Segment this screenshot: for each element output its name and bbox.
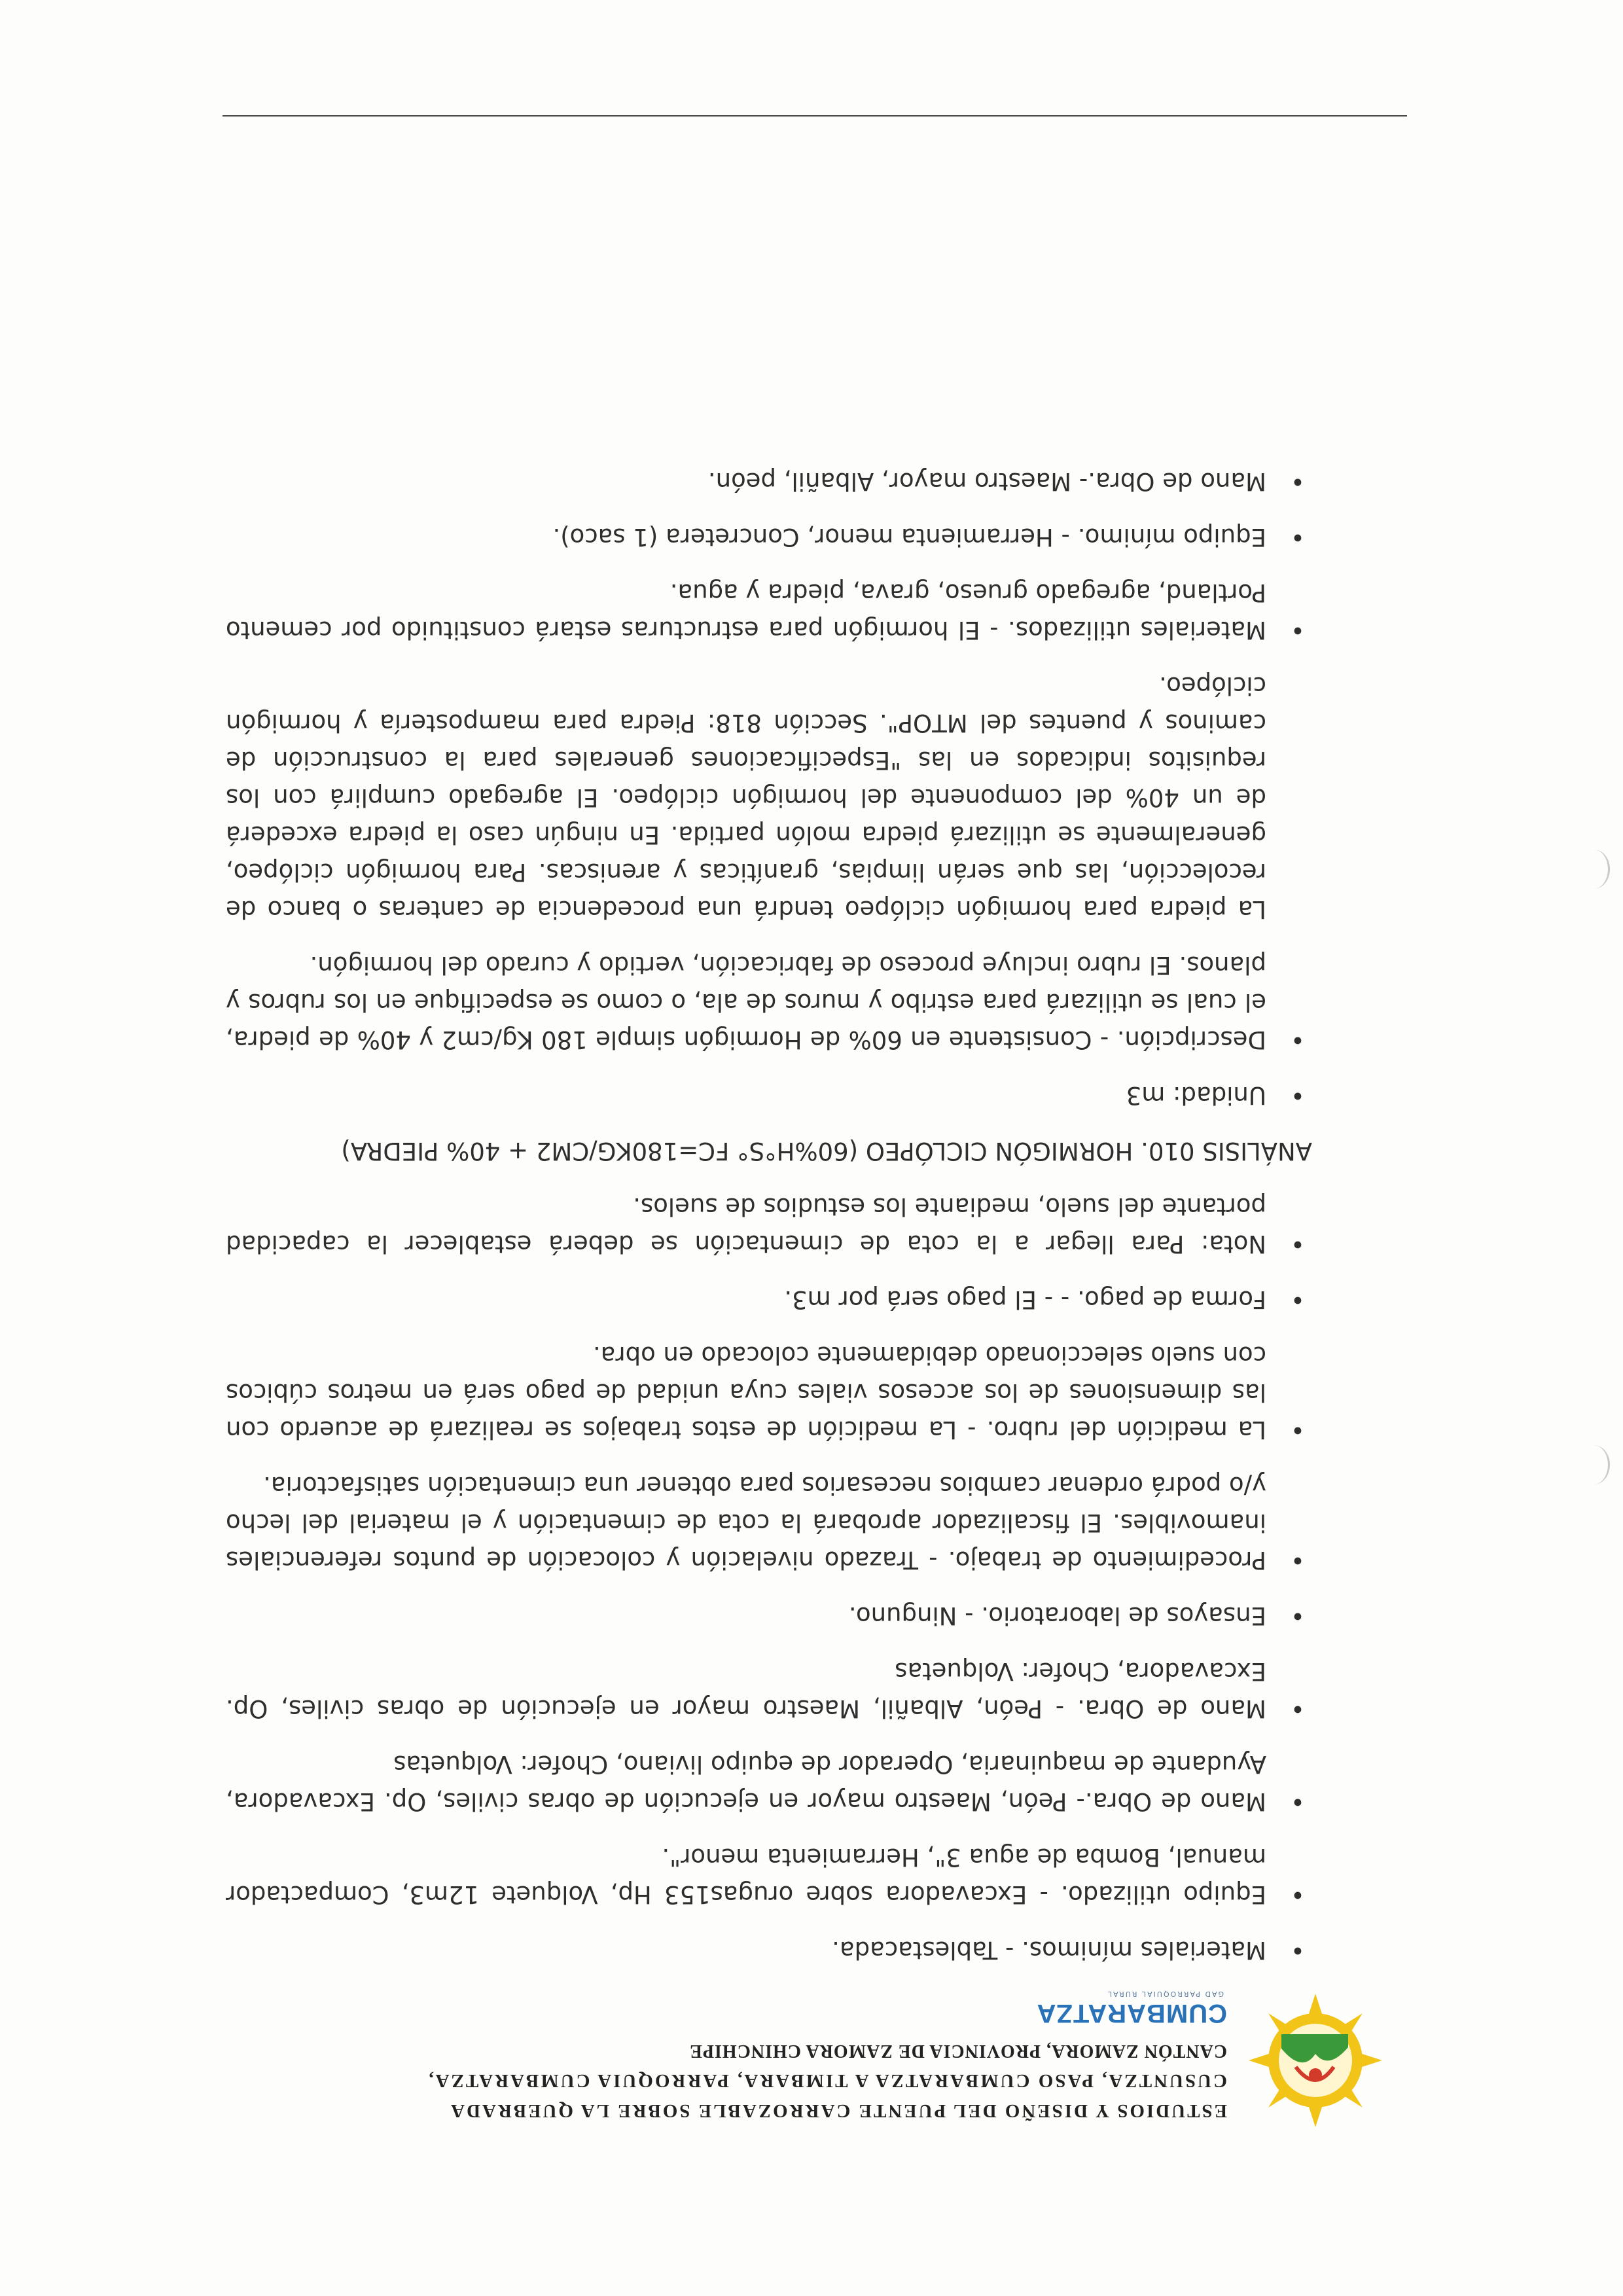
project-title-line-1: ESTUDIOS Y DISEÑO DEL PUENTE CARROZABLE SOBRE LA QUEBRADA bbox=[449, 2100, 1227, 2121]
brand-name: CUMBARATZA bbox=[1036, 1999, 1227, 2028]
bullet-icon: • bbox=[1291, 1787, 1305, 1816]
list-item-text: Descripción. - Consistente en 60% de Hormigón simple 180 Kg/cm2 y 40% de piedra, el cual se utilizará para estribo y muros de ala, o como se especifique en los rubros y planos. El rubro incluye proceso de fabricación, vertido y curado del hormigón. bbox=[226, 951, 1266, 1054]
list-item bbox=[226, 518, 1305, 556]
spec-list-top bbox=[226, 1188, 1305, 1969]
punch-hole-mark bbox=[1578, 1445, 1610, 1484]
list-item bbox=[226, 1597, 1305, 1634]
spec-list-middle bbox=[226, 946, 1305, 1114]
bullet-icon: • bbox=[1291, 1602, 1305, 1630]
list-item-text: La medición del rubro. - La medición de estos trabajos se realizará de acuerdo con las dimensiones de los accesos viales cuya unidad de pago será en metros cúbicos con suelo seleccionado debidamente colocado en obra. bbox=[226, 1341, 1266, 1444]
list-item-text: Equipo utilizado. - Excavadora sobre orugas153 Hp, Volquete 12m3, Compactador manual, Bomba de agua 3", Herramienta menor". bbox=[226, 1843, 1266, 1909]
bullet-icon: • bbox=[1291, 1695, 1305, 1723]
bullet-icon: • bbox=[1291, 1081, 1305, 1109]
list-item-text: Unidad: m3 bbox=[1126, 1081, 1266, 1109]
list-item bbox=[226, 1188, 1305, 1263]
list-item bbox=[226, 1839, 1305, 1913]
bullet-icon: • bbox=[1291, 1880, 1305, 1909]
list-item-text: Materiales utilizados. - El hormigón para estructuras estará constituido por cemento Portland, agregado grueso, grava, piedra y agua. bbox=[226, 579, 1266, 644]
list-item bbox=[226, 1467, 1305, 1579]
bullet-icon: • bbox=[1291, 467, 1305, 495]
punch-hole-mark bbox=[1578, 850, 1610, 889]
bullet-icon: • bbox=[1291, 523, 1305, 551]
brand-subtitle: GAD PARROQUIAL RURAL bbox=[1106, 1990, 1224, 1998]
list-item-text: Equipo mínimo. - Herramienta menor, Concretera (1 saco). bbox=[552, 523, 1266, 551]
list-item-text: Forma de pago. - - El pago será por m3. bbox=[784, 1285, 1266, 1314]
document-body bbox=[226, 444, 1312, 1969]
project-title-line-3: CANTÓN ZAMORA, PROVINCIA DE ZAMORA CHINCHIPE bbox=[689, 2041, 1227, 2061]
list-item bbox=[226, 1746, 1305, 1820]
list-item-text: Materiales mínimos. - Tablestacada. bbox=[832, 1936, 1266, 1964]
list-item-text: Mano de Obra.- Peón, Maestro mayor en ejecución de obras civiles, Op. Excavadora, Ayudante de maquinaria, Operador de equipo liviano, Chofer: Volquetas bbox=[226, 1750, 1266, 1816]
bullet-icon: • bbox=[1291, 1416, 1305, 1444]
list-item bbox=[226, 1281, 1305, 1318]
project-title-line-2: CUSUNTZA, PASO CUMBARATZA A TIMBARA, PARROQUIA CUMBARATZA, bbox=[427, 2070, 1227, 2091]
bullet-icon: • bbox=[1291, 1285, 1305, 1314]
list-item bbox=[226, 574, 1305, 649]
list-item-text: Nota: Para llegar a la cota de cimentación se deberá establecer la capacidad portante del suelo, mediante los estudios de suelos. bbox=[226, 1193, 1266, 1258]
bullet-icon: • bbox=[1291, 1546, 1305, 1574]
document-header bbox=[249, 1982, 1387, 2132]
list-item bbox=[226, 1077, 1305, 1114]
bullet-icon: • bbox=[1291, 616, 1305, 644]
list-item bbox=[226, 946, 1305, 1058]
list-item bbox=[226, 1931, 1305, 1969]
list-item bbox=[226, 463, 1305, 500]
list-item bbox=[226, 1653, 1305, 1727]
spec-list-bottom bbox=[226, 463, 1305, 649]
list-item-text: Mano de Obra. - Peón, Albañil, Maestro mayor en ejecución de obras civiles, Op. Excavadora, Chofer: Volquetas bbox=[226, 1657, 1266, 1723]
section-title: ANÁLISIS 010. HORMIGÓN CICLÓPEO (60%H°S° FC=180KG/CM2 + 40% PIEDRA) bbox=[341, 1137, 1312, 1165]
list-item bbox=[226, 1336, 1305, 1448]
list-item-text: Mano de Obra.- Maestro mayor, Albañil, peón. bbox=[707, 467, 1266, 495]
list-item-text: Ensayos de laboratorio. - Ninguno. bbox=[848, 1602, 1266, 1630]
project-title bbox=[249, 2036, 1227, 2126]
bullet-icon: • bbox=[1291, 1936, 1305, 1964]
parish-logo-sun-icon bbox=[1243, 1988, 1387, 2132]
footer-divider bbox=[223, 115, 1407, 117]
list-item-text: Procedimiento de trabajo. - Trazado nivelación y colocación de puntos referenciales inamovibles. El fiscalizador aprobará la cota de cimentación y el material del lecho y/o podrá ordenar cambios necesarios para obtener una cimentación satisfactoria. bbox=[226, 1471, 1266, 1574]
body-paragraph: La piedra para hormigón ciclópeo tendrá una procedencia de canteras o banco de recolección, las que serán limpias, graníticas y areniscas. Para hormigón ciclópeo, generalmente se utilizará piedra molón partida. En ningún caso la piedra excederá de un 40% del componente del hormigón ciclópeo. El agregado cumplirá con los requisitos indicados en las "Especificaciones generales para la construcción de caminos y puentes del MTOP". Sección 818: Piedra para mampostería y hormigón ciclópeo. bbox=[226, 672, 1266, 924]
bullet-icon: • bbox=[1291, 1230, 1305, 1258]
bullet-icon: • bbox=[1291, 1026, 1305, 1054]
